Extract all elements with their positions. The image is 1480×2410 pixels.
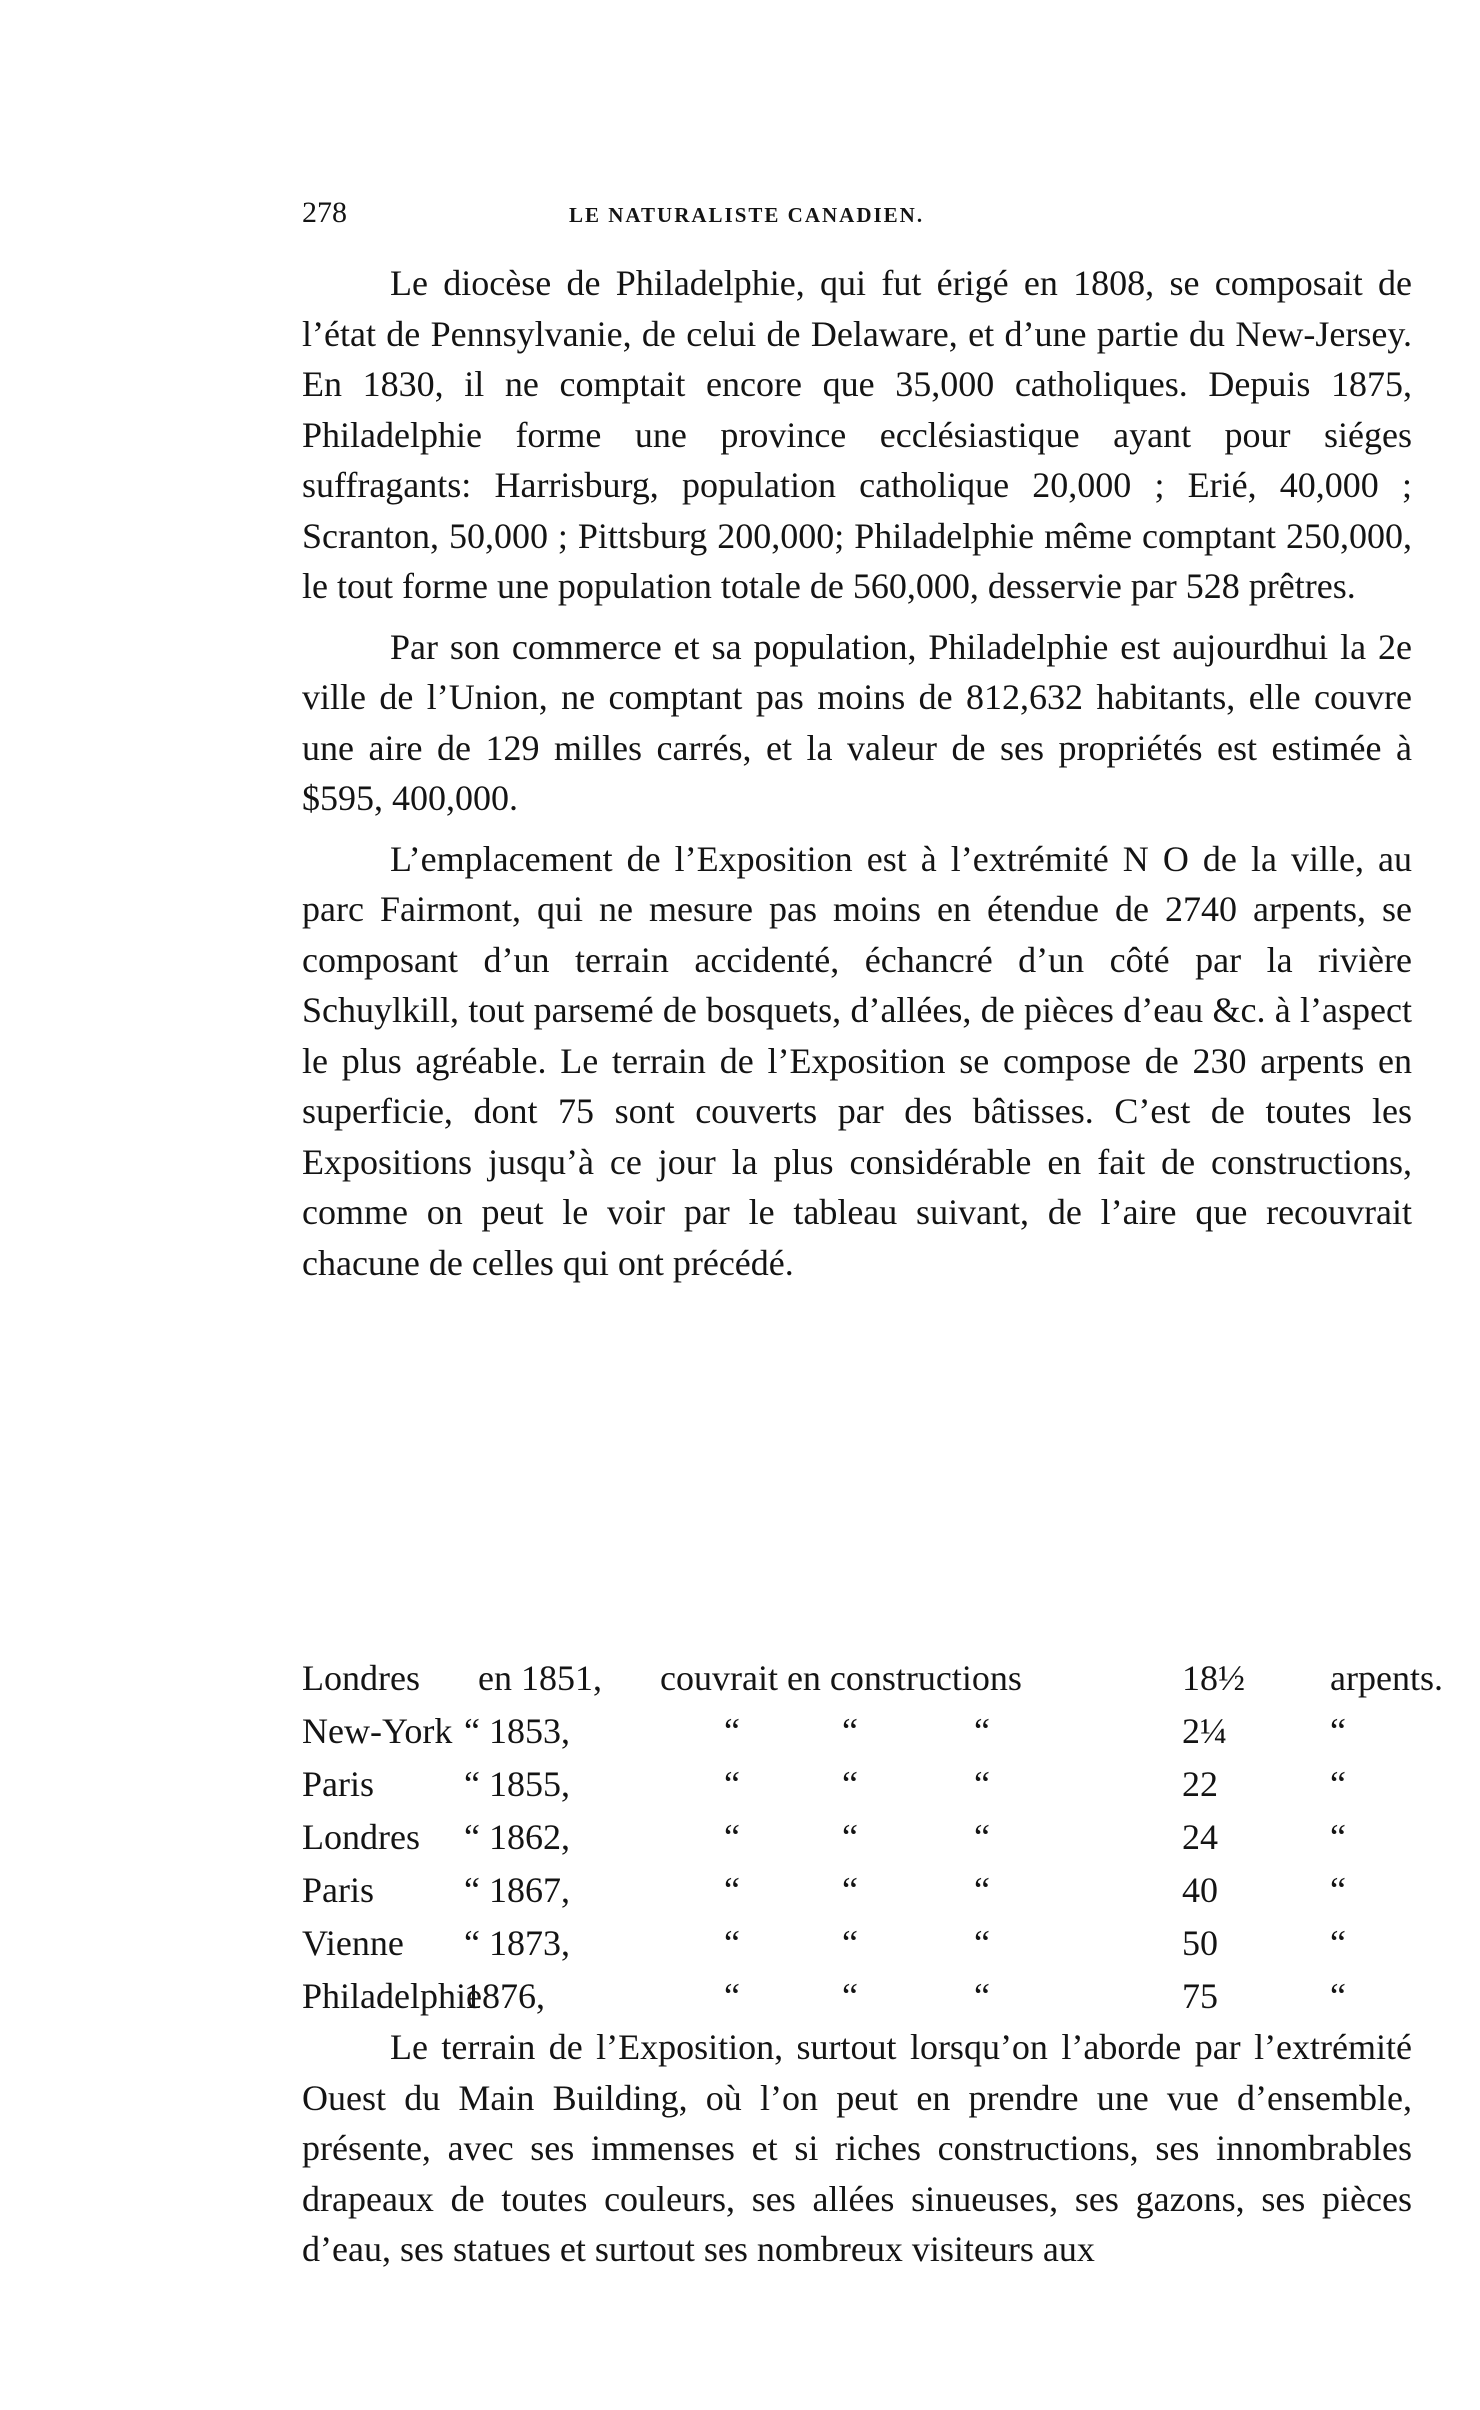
- running-title: LE NATURALISTE CANADIEN.: [569, 203, 925, 227]
- table-row: [302, 1811, 1412, 1864]
- ditto-mark: “: [842, 1976, 858, 2016]
- ditto-mark: “: [842, 1764, 858, 1804]
- ditto-mark: “: [724, 1976, 740, 2016]
- table-area: 18½: [1182, 1658, 1245, 1698]
- table-city: Paris: [302, 1764, 374, 1804]
- table-year: “ 1855,: [464, 1764, 570, 1804]
- ditto-mark: “: [724, 1711, 740, 1751]
- table-year: “ 1873,: [464, 1923, 570, 1963]
- ditto-mark: “: [974, 1923, 990, 1963]
- table-city: Paris: [302, 1870, 374, 1910]
- table-row: [302, 1970, 1412, 2023]
- table-area: 22: [1182, 1764, 1218, 1804]
- paragraph-terrain: Le terrain de l’Exposition, surtout lorsqu’on l’aborde par l’extrémité Ouest du Main Building, où l’on peut en prendre une vue d’ensemble, présente, avec ses immenses et si riches constructions, ses innombrables drapeaux de toutes couleurs, ses allées sinueuses, ses gazons, ses pièces d’eau, ses statues et surtout ses nombreux visiteurs aux: [302, 2027, 1412, 2269]
- paragraph-diocese: Le diocèse de Philadelphie, qui fut érigé en 1808, se composait de l’état de Pennsylvanie, de celui de Delaware, et d’une partie du New-Jersey. En 1830, il ne comptait encore que 35,000 catholiques. Depuis 1875, Philadelphie forme une province ecclésiastique ayant pour siéges suffragants: Harrisburg, population catholique 20,000 ; Erié, 40,000 ; Scranton, 50,000 ; Pittsburg 200,000; Philadelphie même comptant 250,000, le tout forme une population totale de 560,000, desservie par 528 prêtres.: [302, 263, 1412, 606]
- table-row: [302, 1864, 1412, 1917]
- table-row: [302, 1917, 1412, 1970]
- table-area: 40: [1182, 1870, 1218, 1910]
- table-city: Vienne: [302, 1923, 404, 1963]
- page-number: 278: [302, 196, 347, 229]
- ditto-mark: “: [974, 1976, 990, 2016]
- ditto-mark: “: [1330, 1923, 1346, 1963]
- ditto-mark: “: [974, 1764, 990, 1804]
- ditto-mark: “: [842, 1870, 858, 1910]
- ditto-mark: “: [1330, 1976, 1346, 2016]
- paragraph-population: Par son commerce et sa population, Philadelphie est aujourdhui la 2e ville de l’Union, ne comptant pas moins de 812,632 habitants, elle couvre une aire de 129 milles carrés, et la valeur de ses propriétés est estimée à $595, 400,000.: [302, 626, 1412, 818]
- table-year: 1876,: [464, 1976, 545, 2016]
- table-year: “ 1867,: [464, 1870, 570, 1910]
- ditto-mark: “: [1330, 1870, 1346, 1910]
- exposition-area-table: [302, 1652, 1443, 2023]
- table-row: [302, 1758, 1412, 1811]
- table-year: en 1851,: [478, 1658, 602, 1698]
- ditto-mark: “: [724, 1764, 740, 1804]
- ditto-mark: “: [842, 1817, 858, 1857]
- page-header: [302, 196, 1172, 230]
- table-year: “ 1853,: [464, 1711, 570, 1751]
- table-row: [302, 1652, 1443, 1705]
- paragraph-emplacement: L’emplacement de l’Exposition est à l’extrémité N O de la ville, au parc Fairmont, qui ne mesure pas moins en étendue de 2740 arpents, se composant d’un terrain accidenté, échancré d’un côté par la rivière Schuylkill, tout parsemé de bosquets, d’allées, de pièces d’eau &c. à l’aspect le plus agréable. Le terrain de l’Exposition se compose de 230 arpents en superficie, dont 75 sont couverts par des bâtisses. C’est de toutes les Expositions jusqu’à ce jour la plus considérable en fait de constructions, comme on peut le voir par le tableau suivant, de l’aire que recouvrait chacune de celles qui ont précédé.: [302, 838, 1412, 1283]
- table-year: “ 1862,: [464, 1817, 570, 1857]
- table-description: couvrait en constructions: [660, 1658, 1022, 1698]
- table-row: [302, 1705, 1412, 1758]
- table-city: Londres: [302, 1658, 420, 1698]
- ditto-mark: “: [1330, 1817, 1346, 1857]
- closing-section: [302, 2022, 1412, 2275]
- table-city: Londres: [302, 1817, 420, 1857]
- body-text: [302, 258, 1412, 1288]
- table-area: 50: [1182, 1923, 1218, 1963]
- table-city: Philadelphie: [302, 1976, 482, 2016]
- ditto-mark: “: [1330, 1764, 1346, 1804]
- table-city: New-York: [302, 1711, 453, 1751]
- ditto-mark: “: [1330, 1711, 1346, 1751]
- table-area: 75: [1182, 1976, 1218, 2016]
- table-unit: arpents.: [1330, 1658, 1443, 1698]
- ditto-mark: “: [974, 1817, 990, 1857]
- table-area: 2¼: [1182, 1711, 1227, 1751]
- ditto-mark: “: [842, 1923, 858, 1963]
- table-area: 24: [1182, 1817, 1218, 1857]
- ditto-mark: “: [842, 1711, 858, 1751]
- ditto-mark: “: [974, 1711, 990, 1751]
- ditto-mark: “: [724, 1870, 740, 1910]
- ditto-mark: “: [974, 1870, 990, 1910]
- ditto-mark: “: [724, 1923, 740, 1963]
- ditto-mark: “: [724, 1817, 740, 1857]
